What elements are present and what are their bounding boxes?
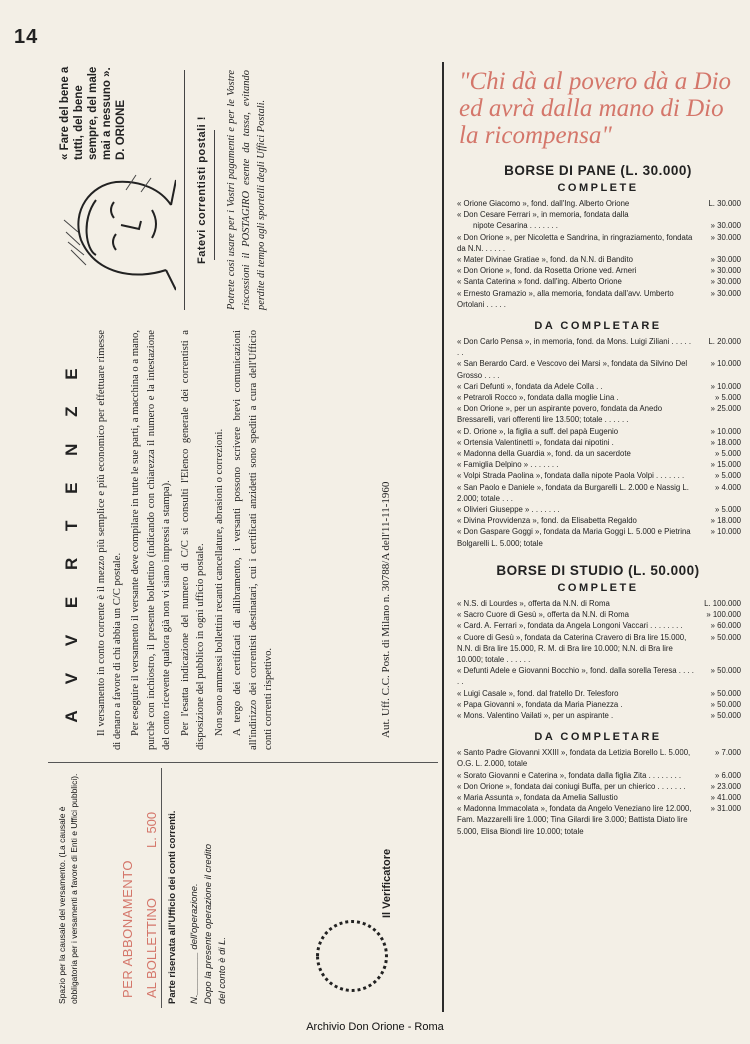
borsa-entry-text: « D. Orione », la figlia a suff. del papà Eugenio [457, 426, 619, 436]
borsa-entry [455, 747, 741, 769]
borsa-entry-text: « Don Orione », per un aspirante povero, fondata da Anedo Bressarelli, vari offerenti lire 13.500; totale . . . . . . [457, 404, 663, 425]
borse-pane-title: BORSE DI PANE (L. 30.000) [504, 163, 692, 178]
slip-causale-box [52, 768, 162, 1008]
slip-note: Spazio per la causale del versamento. (La causale è obbligatoria per i versamenti a favore di Enti e Uffici pubblici). [57, 773, 79, 1004]
borsa-entry [455, 688, 741, 699]
borsa-entry [455, 470, 741, 481]
borsa-entry [455, 232, 741, 254]
borsa-entry-amount: » 25.000 [710, 404, 741, 414]
orione-quote [58, 64, 128, 160]
pane-da-completare-list [455, 336, 741, 549]
borsa-entry-text: « Cuore di Gesù », fondata da Caterina Cravero di Bra lire 15.000, N.N. di Bra lire 15.000, R. M. di Bra lire 10.000; N.N. di Bra lire 10.000; totale . . . . . . [457, 632, 687, 664]
borsa-entry [455, 792, 741, 803]
borsa-entry [455, 710, 741, 721]
slip-amount: L. 500 [144, 811, 159, 848]
borsa-entry [455, 781, 741, 792]
borsa-entry-text: « Ernesto Gramazio », alla memoria, fondata dall'avv. Umberto Ortolani . . . . . [457, 288, 674, 309]
borsa-entry-text: « Sacro Cuore di Gesù », offerta da N.N. di Roma [457, 610, 629, 620]
borsa-entry-amount: L. 20.000 [708, 337, 741, 347]
borsa-entry-amount: L. 30.000 [708, 199, 741, 208]
studio-complete-label: COMPLETE [557, 581, 639, 594]
borsa-entry [455, 220, 741, 231]
fatevi-underline [214, 130, 215, 260]
borsa-entry [455, 448, 741, 459]
borsa-entry-amount: » 10.000 [710, 359, 741, 369]
borsa-entry-text: « Madonna della Guardia », fond. da un sacerdote [457, 449, 631, 459]
studio-da-completare-list [455, 747, 741, 837]
borsa-entry-text: « Don Carlo Pensa », in memoria, fond. da Mons. Luigi Ziliani . . . . . . . [457, 337, 692, 358]
borsa-entry-amount: » 5.000 [714, 505, 741, 515]
borsa-entry-text: « Don Orione », per Nicoletta e Sandrina, in ringraziamento, fondata da N.N. . . . . . [457, 232, 693, 253]
borsa-entry-text: « Volpi Strada Paolina », fondata dalla nipote Paola Volpi . . . . . . . [457, 471, 685, 481]
borsa-entry [455, 598, 741, 609]
page-number: 14 [14, 26, 39, 48]
quote-text: « Fare del bene a tutti, del bene sempre, del male mai a nessuno ». [59, 66, 113, 160]
borsa-entry-text: « Defunti Adele e Giovanni Bocchio », fond. dalla sorella Teresa . . . . . . [457, 666, 694, 687]
borsa-entry-text: « Maria Assunta », fondata da Amelia Sallustio [457, 792, 618, 802]
borsa-entry-text: « Petraroli Rocco », fondata dalla moglie Lina . [457, 393, 619, 403]
archive-footer: Archivio Don Orione - Roma [306, 1021, 444, 1033]
slip-reserved: Parte riservata all'Ufficio dei conti correnti. [167, 810, 178, 1004]
borsa-entry-amount: » 30.000 [710, 277, 741, 287]
borsa-entry-text: « Card. A. Ferrari », fondata da Angela Longoni Vaccari . . . . . . . . [457, 621, 683, 631]
avvertenze-paragraph: Per eseguire il versamento il versante deve compilare in tutte le sue parti, a macchina o a mano, purchè con inchiostro, il presente bollettino (indicando con chiarezza il numero e la intestazione del conto ricevente qualora già non vi siano impressi a stampa). [130, 330, 172, 750]
slip-operation: N.________ dell'operazione. [189, 883, 200, 1004]
borsa-entry [455, 254, 741, 265]
borsa-entry-amount: » 100.000 [706, 610, 741, 620]
don-orione-portrait [56, 160, 176, 310]
quote-divider [184, 70, 185, 310]
fatevi-title: Fatevi correntisti postali ! [196, 116, 208, 264]
borsa-entry [455, 504, 741, 515]
rotated-panel [48, 62, 438, 1012]
borsa-entry [455, 403, 741, 425]
payment-slip [48, 762, 438, 1012]
borsa-entry-amount: » 60.000 [710, 621, 741, 631]
slip-bulletin: AL BOLLETTINO [144, 898, 159, 998]
avvertenze-paragraph: A tergo dei certificati di allibramento, i versanti possono scrivere brevi comunicazioni all'indirizzo dei correntisti destinatari, cui i certificati anzidetti sono spediti a cura dell'Ufficio conti correnti rispettivo. [232, 330, 274, 750]
borsa-entry-text: « Orione Giacomo », fond. dall'Ing. Alberto Orione [457, 199, 630, 208]
borse-studio-title: BORSE DI STUDIO (L. 50.000) [496, 562, 700, 578]
borsa-entry [455, 620, 741, 631]
borsa-entry-amount: » 31.000 [710, 804, 741, 814]
borsa-entry [455, 265, 741, 276]
avvertenze-paragraph: Il versamento in conto corrente è il mezzo più semplice e più economico per effettuare rimesse di denaro a favore di chi abbia un C/C postale. [96, 330, 123, 750]
borsa-entry-text: « Papa Giovanni », fondata da Maria Pianezza . [457, 699, 623, 709]
borsa-entry [455, 392, 741, 403]
borsa-entry-amount: » 18.000 [710, 516, 741, 526]
borsa-entry [455, 288, 741, 310]
quote-signature: D. ORIONE [115, 99, 127, 160]
borsa-entry-amount: » 30.000 [710, 255, 741, 265]
borsa-entry-amount: » 7.000 [714, 748, 741, 758]
borsa-entry-amount: » 6.000 [714, 770, 741, 780]
slip-verifier: Il Verificatore [381, 848, 393, 918]
borsa-entry-amount [695, 209, 741, 220]
borsa-entry-amount: » 30.000 [710, 288, 741, 298]
slip-subscription: PER ABBONAMENTO [120, 859, 135, 998]
borsa-entry-amount: » 18.000 [710, 437, 741, 447]
borsa-entry-amount: » 10.000 [710, 527, 741, 537]
borsa-entry-amount: » 50.000 [710, 632, 741, 642]
borsa-entry-amount: » 5.000 [714, 449, 741, 459]
borsa-entry [455, 515, 741, 526]
borsa-entry-text: « N.S. di Lourdes », offerta da N.N. di Roma [457, 598, 610, 608]
borsa-entry-amount: L. 100.000 [704, 598, 741, 608]
fatevi-body: Potrete così usare per i Vostri pagamenti e per le Vostre riscossioni il POSTAGIRO esente da tassa, evitando perdite di tempo agli sportelli degli Uffici Postali. [226, 70, 267, 310]
borsa-entry-text: « Don Orione », fondata dai coniugi Buffa, per un chierico . . . . . . . [457, 781, 686, 791]
slip-credit-line: Dopo la presente operazione il credito [203, 843, 214, 1004]
borsa-entry-amount: » 30.000 [710, 221, 741, 231]
borsa-entry-text: « San Paolo e Daniele », fondata da Burgarelli L. 2.000 e Nassig L. 2.000; totale . . . [457, 482, 689, 503]
borsa-entry [455, 336, 741, 358]
borsa-entry [455, 770, 741, 781]
borsa-entry-text: « Santa Caterina » fond. dall'ing. Alberto Orione [457, 277, 622, 287]
borsa-entry-amount: » 50.000 [710, 666, 741, 676]
borsa-entry [455, 381, 741, 392]
slip-office-box [166, 768, 434, 1008]
borsa-entry-text: « Don Cesare Ferrari », in memoria, fondata dalla [457, 210, 629, 220]
borsa-entry-text: « San Berardo Card. e Vescovo dei Marsi », fondata da Silvino Del Grosso . . . . [457, 359, 688, 380]
studio-da-completare-label: DA COMPLETARE [534, 731, 662, 744]
borsa-entry [455, 609, 741, 620]
borsa-entry-text: « Divina Provvidenza », fond. da Elisabetta Regaldo [457, 516, 637, 526]
borsa-entry [455, 437, 741, 448]
borsa-entry [455, 209, 741, 220]
borsa-entry-text: « Olivieri Giuseppe » . . . . . . . [457, 505, 560, 515]
borsa-entry-text: « Madonna Immacolata », fondata da Angelo Veneziano lire 12.000, Fam. Mazzarelli lire 1.000; Tina Gilardi lire 3.000; Battista Diato lire 5.000, Elisa Biondi lire 10.000; totale [457, 804, 692, 836]
slip-account-line: del conto è di L. [217, 936, 228, 1004]
borse-column [455, 68, 741, 837]
borsa-entry-text: « Luigi Casale », fond. dal fratello Dr. Telesforo [457, 688, 619, 698]
borsa-entry-amount: » 15.000 [710, 460, 741, 470]
pane-complete-list [455, 198, 741, 310]
borsa-entry-amount: » 30.000 [710, 266, 741, 276]
borsa-entry-amount: » 10.000 [710, 426, 741, 436]
borsa-entry [455, 426, 741, 437]
borsa-entry-amount: » 4.000 [714, 482, 741, 492]
authorization-line: Aut. Uff. C.C. Post. di Milano n. 30788/A dell'11-11-1960 [380, 481, 392, 738]
rotated-content [48, 62, 438, 1012]
borsa-entry [455, 198, 741, 209]
postmark-stamp [316, 920, 388, 992]
avvertenze-paragraph: Non sono ammessi bollettini recanti cancellature, abrasioni o correzioni. [213, 428, 225, 736]
motto: "Chi dà al povero dà a Dio ed avrà dalla mano di Dio la ricompensa" [459, 68, 732, 149]
borsa-entry-amount: » 50.000 [710, 688, 741, 698]
borsa-entry [455, 526, 741, 548]
borsa-entry-text: « Sorato Giovanni e Caterina », fondata dalla figlia Zita . . . . . . . . [457, 770, 682, 780]
borsa-entry-text: « Santo Padre Giovanni XXIII », fondata da Letizia Borello L. 5.000, O.G. L. 2.000, totale [457, 748, 691, 769]
borsa-entry-amount: » 5.000 [714, 471, 741, 481]
avvertenze-title: A V V E R T E N Z E [62, 357, 81, 723]
borsa-entry [455, 632, 741, 666]
borsa-entry-text: « Don Orione », fond. da Rosetta Orione ved. Arneri [457, 266, 637, 276]
borsa-entry-amount: » 5.000 [714, 393, 741, 403]
borsa-entry-text: « Mons. Valentino Vailati », per un aspirante . [457, 710, 614, 720]
borsa-entry-amount: » 10.000 [710, 381, 741, 391]
borsa-entry [455, 358, 741, 380]
borsa-entry-amount: » 41.000 [710, 792, 741, 802]
studio-complete-list [455, 598, 741, 721]
column-divider [442, 62, 444, 1012]
borsa-entry-amount: » 50.000 [710, 699, 741, 709]
borsa-entry-text: « Famiglia Delpino » . . . . . . . [457, 460, 559, 470]
pane-da-completare-label: DA COMPLETARE [534, 320, 662, 333]
pane-complete-label: COMPLETE [557, 182, 639, 194]
avvertenze-section [48, 330, 438, 750]
portrait-column [48, 62, 438, 320]
borsa-entry-text: nipote Cesarina . . . . . . . [473, 221, 558, 231]
borsa-entry [455, 276, 741, 287]
borsa-entry-text: « Mater Divinae Gratiae », fond. da N.N. di Bandito [457, 255, 633, 265]
borsa-entry-text: « Don Gaspare Goggi », fondata da Maria Goggi L. 5.000 e Pietrina Bolgarelli L. 5.000; totale [457, 527, 691, 548]
borsa-entry-text: « Ortensia Valentinetti », fondata dai nipotini . [457, 437, 614, 447]
borsa-entry-amount: » 50.000 [710, 710, 741, 720]
borsa-entry-amount: » 23.000 [710, 781, 741, 791]
borsa-entry [455, 665, 741, 687]
borsa-entry [455, 803, 741, 837]
borsa-entry [455, 482, 741, 504]
borsa-entry-amount: » 30.000 [710, 232, 741, 242]
borsa-entry [455, 699, 741, 710]
borsa-entry [455, 459, 741, 470]
borsa-entry-text: « Cari Defunti », fondata da Adele Colla . . [457, 381, 603, 391]
avvertenze-paragraph: Per l'esatta indicazione del numero di C/C si consulti l'Elenco generale dei correntisti a disposizione del pubblico in ogni ufficio postale. [179, 330, 206, 750]
